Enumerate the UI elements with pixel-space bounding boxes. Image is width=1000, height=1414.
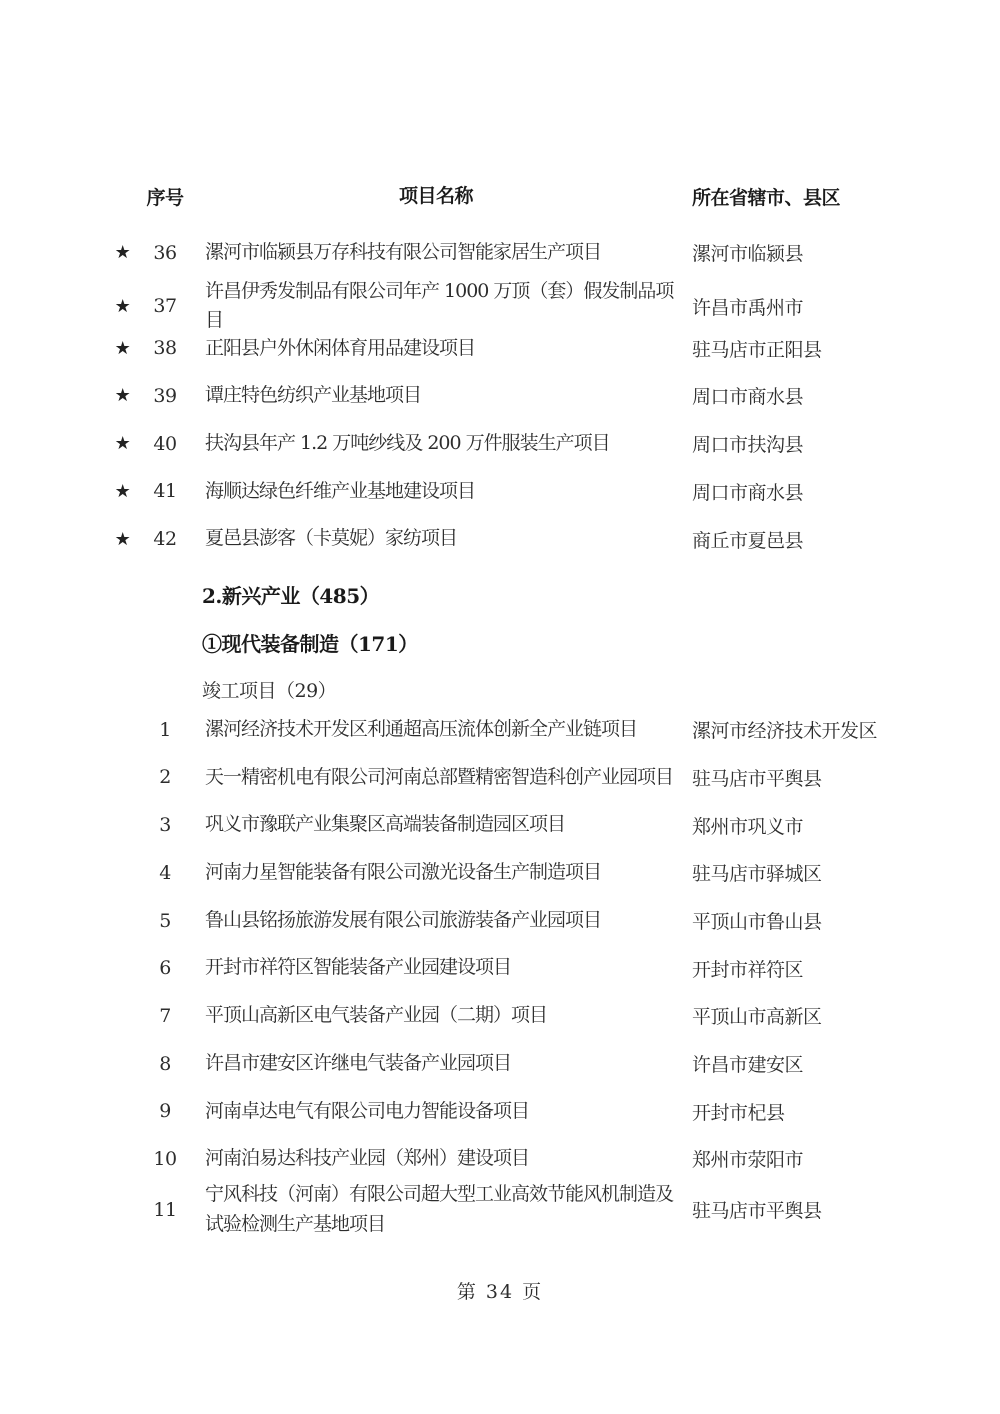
table-row	[0, 515, 1000, 563]
page-number: 第 34 页	[456, 1281, 544, 1303]
project-name: 许昌伊秀发制品有限公司年产 1000 万顶（套）假发制品项目	[205, 279, 674, 332]
project-name: 漯河经济技术开发区利通超高压流体创新全产业链项目	[205, 718, 638, 741]
table-header-row	[0, 173, 1000, 221]
star-icon: ★	[114, 242, 131, 264]
row-number: 38	[153, 337, 177, 360]
project-name: 鲁山县铭扬旅游发展有限公司旅游装备产业园项目	[205, 908, 602, 931]
project-location: 平顶山市鲁山县	[692, 911, 822, 934]
project-location: 周口市商水县	[692, 386, 804, 409]
row-number: 5	[159, 909, 171, 932]
project-name: 扶沟县年产 1.2 万吨纱线及 200 万件服装生产项目	[205, 431, 610, 454]
project-name: 河南泊易达科技产业园（郑州）建设项目	[205, 1147, 530, 1170]
project-name: 巩义市豫联产业集聚区高端装备制造园区项目	[205, 813, 566, 836]
star-icon: ★	[114, 528, 131, 550]
project-location: 周口市商水县	[692, 481, 804, 504]
row-number: 7	[159, 1004, 171, 1027]
project-name: 海顺达绿色纤维产业基地建设项目	[205, 479, 476, 502]
table-row	[0, 229, 1000, 277]
star-icon: ★	[114, 433, 131, 455]
row-number: 3	[159, 814, 171, 837]
table-row	[0, 1040, 1000, 1088]
project-location: 驻马店市正阳县	[692, 338, 822, 361]
project-location: 许昌市建安区	[692, 1054, 804, 1077]
table-row	[0, 420, 1000, 468]
project-location: 漯河市经济技术开发区	[692, 720, 878, 743]
project-name: 河南卓达电气有限公司电力智能设备项目	[205, 1099, 530, 1122]
row-number: 41	[153, 480, 177, 503]
star-icon: ★	[114, 337, 131, 359]
project-location: 商丘市夏邑县	[692, 529, 804, 552]
header-location: 所在省辖市、县区	[692, 187, 841, 210]
section-heading: 2.新兴产业（485）	[202, 583, 380, 608]
project-location: 开封市杞县	[692, 1101, 785, 1124]
project-location: 平顶山市高新区	[692, 1006, 822, 1029]
row-number: 39	[153, 384, 177, 407]
star-icon: ★	[114, 385, 131, 407]
table-row	[0, 944, 1000, 992]
row-number: 36	[153, 241, 177, 264]
row-number: 9	[159, 1100, 171, 1123]
row-number: 6	[159, 957, 171, 980]
header-project-name: 项目名称	[398, 185, 473, 208]
table-row	[0, 468, 1000, 516]
project-location: 驻马店市驿城区	[692, 863, 822, 886]
section-heading: 竣工项目（29）	[202, 680, 337, 703]
project-name: 平顶山高新区电气装备产业园（二期）项目	[205, 1004, 548, 1027]
table-row	[0, 1135, 1000, 1183]
table-row	[0, 706, 1000, 754]
project-name: 开封市祥符区智能装备产业园建设项目	[205, 956, 512, 979]
row-number: 2	[159, 766, 171, 789]
row-number: 4	[159, 861, 171, 884]
project-location: 开封市祥符区	[692, 958, 804, 981]
table-row	[0, 372, 1000, 420]
project-table	[0, 173, 1000, 1241]
project-location: 驻马店市平舆县	[692, 1200, 822, 1223]
project-location: 漯河市临颍县	[692, 243, 804, 266]
project-name: 正阳县户外休闲体育用品建设项目	[205, 336, 476, 359]
table-row	[0, 277, 1000, 332]
row-number: 10	[153, 1147, 177, 1170]
project-name: 河南力星智能装备有限公司激光设备生产制造项目	[205, 861, 602, 884]
section-heading-row	[0, 573, 1000, 621]
row-number: 42	[153, 528, 177, 551]
project-location: 周口市扶沟县	[692, 434, 804, 457]
row-number: 37	[153, 295, 177, 318]
project-name: 夏邑县澎客（卡莫妮）家纺项目	[205, 527, 458, 550]
project-location: 郑州市巩义市	[692, 815, 804, 838]
project-name: 天一精密机电有限公司河南总部暨精密智造科创产业园项目	[205, 765, 674, 788]
row-number: 11	[153, 1198, 177, 1221]
star-icon: ★	[114, 480, 131, 502]
section-heading: ①现代装备制造（171）	[202, 631, 418, 656]
table-row	[0, 1179, 1000, 1241]
table-row	[0, 801, 1000, 849]
project-name: 谭庄特色纺织产业基地项目	[205, 384, 422, 407]
table-row	[0, 1087, 1000, 1135]
section-heading-row	[0, 621, 1000, 669]
header-seq: 序号	[146, 187, 184, 210]
table-row	[0, 754, 1000, 802]
row-number: 1	[159, 718, 171, 741]
row-number: 8	[159, 1052, 171, 1075]
project-location: 驻马店市平舆县	[692, 767, 822, 790]
project-name: 漯河市临颍县万存科技有限公司智能家居生产项目	[205, 241, 602, 264]
table-row	[0, 992, 1000, 1040]
project-location: 许昌市禹州市	[692, 296, 804, 319]
star-icon: ★	[114, 295, 131, 317]
project-location: 郑州市荥阳市	[692, 1149, 804, 1172]
project-name: 许昌市建安区许继电气装备产业园项目	[205, 1051, 512, 1074]
table-rows	[0, 229, 1000, 1241]
table-row	[0, 897, 1000, 945]
table-row	[0, 849, 1000, 897]
row-number: 40	[153, 432, 177, 455]
project-name: 宁风科技（河南）有限公司超大型工业高效节能风机制造及试验检测生产基地项目	[205, 1183, 674, 1235]
